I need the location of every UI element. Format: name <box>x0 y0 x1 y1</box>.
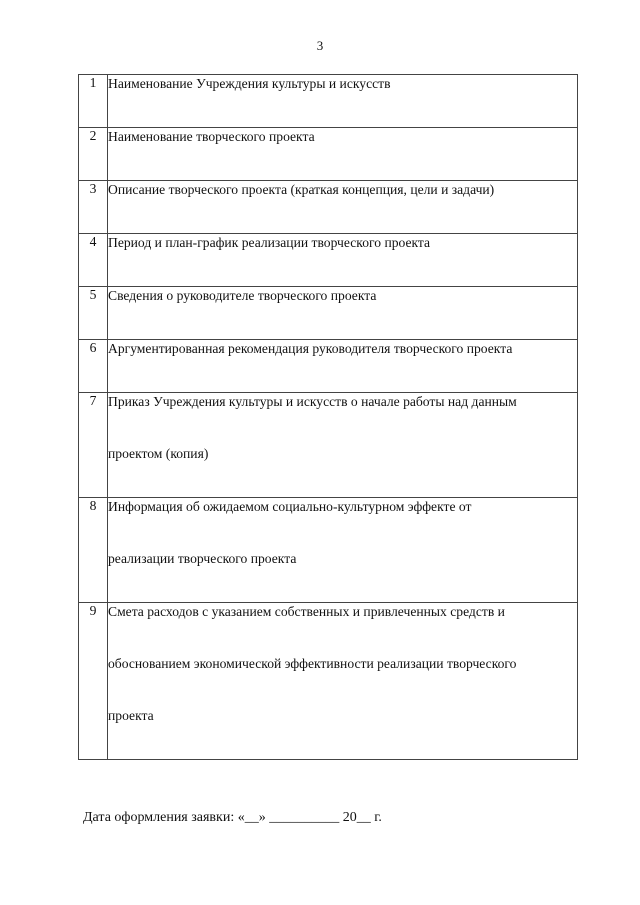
table-row <box>79 234 578 287</box>
row-text-line: Наименование творческого проекта <box>108 129 315 144</box>
row-text-line: проектом (копия) <box>108 446 209 461</box>
table-row <box>79 393 578 498</box>
row-number: 4 <box>79 234 108 287</box>
row-text-line: Приказ Учреждения культуры и искусств о начале работы над данным <box>108 394 517 409</box>
row-number: 7 <box>79 393 108 498</box>
row-text-line: Период и план-график реализации творческого проекта <box>108 235 431 250</box>
row-text-line: Описание творческого проекта (краткая концепция, цели и задачи) <box>108 182 495 197</box>
row-number: 5 <box>79 287 108 340</box>
table-row <box>79 340 578 393</box>
table-row <box>79 128 578 181</box>
row-number: 9 <box>79 603 108 760</box>
table-body <box>79 75 578 760</box>
row-text-line: проекта <box>108 708 154 723</box>
row-description <box>108 75 578 128</box>
row-text-line: обоснованием экономической эффективности реализации творческого <box>108 656 517 671</box>
table-row <box>79 75 578 128</box>
row-description <box>108 603 578 760</box>
application-form-table <box>78 74 578 760</box>
row-number: 3 <box>79 181 108 234</box>
table-row <box>79 287 578 340</box>
row-text-line: реализации творческого проекта <box>108 551 297 566</box>
table-row <box>79 181 578 234</box>
page-number: 3 <box>316 38 324 53</box>
row-text-line: Аргументированная рекомендация руководителя творческого проекта <box>108 341 513 356</box>
row-text-line: Смета расходов с указанием собственных и привлеченных средств и <box>108 604 505 619</box>
row-number: 1 <box>79 75 108 128</box>
row-number: 2 <box>79 128 108 181</box>
row-number: 6 <box>79 340 108 393</box>
row-description <box>108 234 578 287</box>
row-description <box>108 287 578 340</box>
table-row <box>79 498 578 603</box>
row-description <box>108 181 578 234</box>
row-text-line: Наименование Учреждения культуры и искусств <box>108 76 391 91</box>
table-row <box>79 603 578 760</box>
row-description <box>108 393 578 498</box>
row-text-line: Информация об ожидаемом социально-культурном эффекте от <box>108 499 472 514</box>
application-date-line: Дата оформления заявки: «__» __________ 20__ г. <box>83 810 382 825</box>
row-description <box>108 340 578 393</box>
row-description <box>108 498 578 603</box>
row-description <box>108 128 578 181</box>
row-text-line: Сведения о руководителе творческого проекта <box>108 288 377 303</box>
row-number: 8 <box>79 498 108 603</box>
